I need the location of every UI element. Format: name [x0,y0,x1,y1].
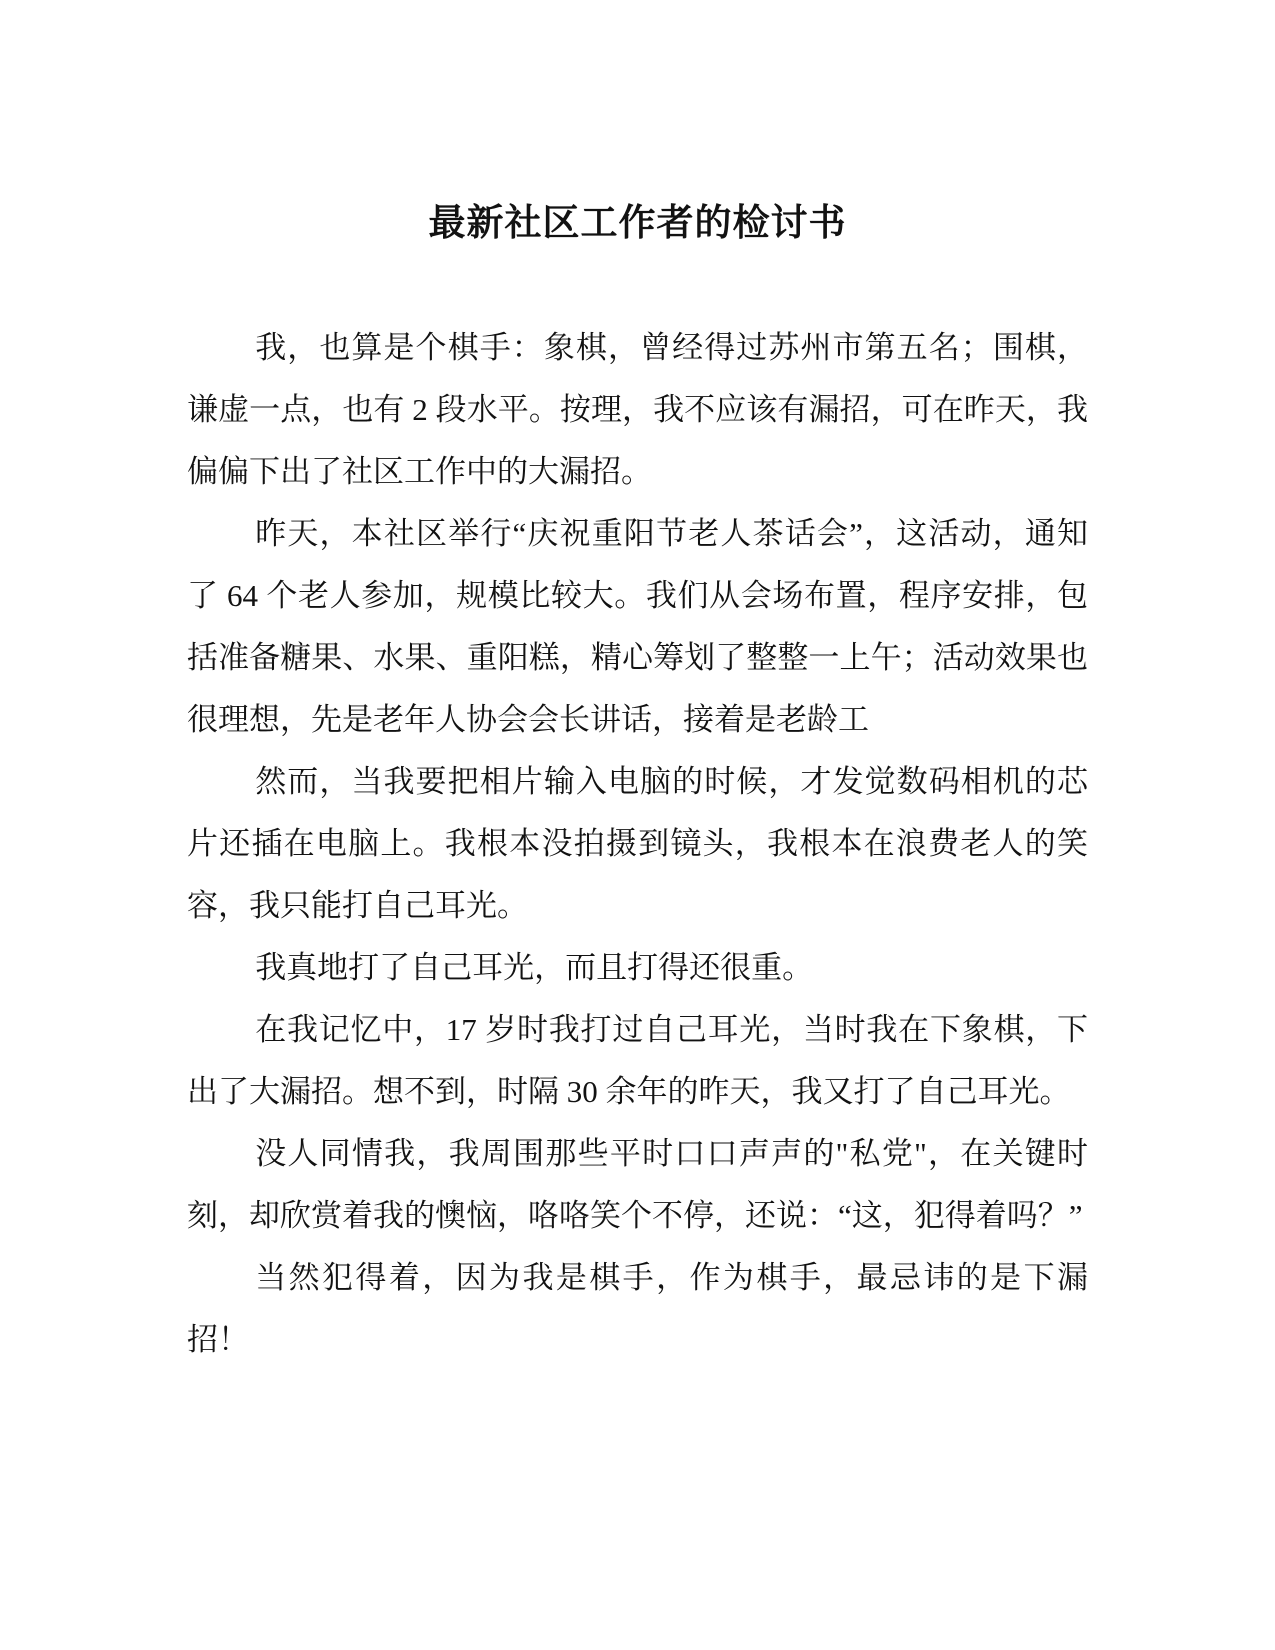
document-title: 最新社区工作者的检讨书 [428,202,847,243]
paragraph-4: 我真地打了自己耳光，而且打得还很重。 [255,950,814,985]
paragraph-3: 然而，当我要把相片输入电脑的时候，才发觉数码相机的芯片还插在电脑上。我根本没拍摄到镜头，我根本在浪费老人的笑容，我只能打自己耳光。 [187,764,1088,923]
document-body [187,317,1088,1371]
paragraph-6: 没人同情我，我周围那些平时口口声声的"私党"，在关键时刻，却欣赏着我的懊恼，咯咯笑个不停，还说：“这，犯得着吗？” [187,1136,1088,1233]
paragraph-7: 当然犯得着，因为我是棋手，作为棋手，最忌讳的是下漏招！ [187,1260,1088,1357]
paragraph-2: 昨天，本社区举行“庆祝重阳节老人茶话会”，这活动，通知了 64 个老人参加，规模比较大。我们从会场布置，程序安排，包括准备糖果、水果、重阳糕，精心筹划了整整一上午；活动效果也很理想，先是老年人协会会长讲话，接着是老龄工 [187,516,1088,737]
paragraph-5: 在我记忆中，17 岁时我打过自己耳光，当时我在下象棋，下出了大漏招。想不到，时隔 30 余年的昨天，我又打了自己耳光。 [187,1012,1088,1109]
paragraph-1: 我，也算是个棋手：象棋，曾经得过苏州市第五名；围棋，谦虚一点，也有 2 段水平。按理，我不应该有漏招，可在昨天，我偏偏下出了社区工作中的大漏招。 [187,330,1088,489]
